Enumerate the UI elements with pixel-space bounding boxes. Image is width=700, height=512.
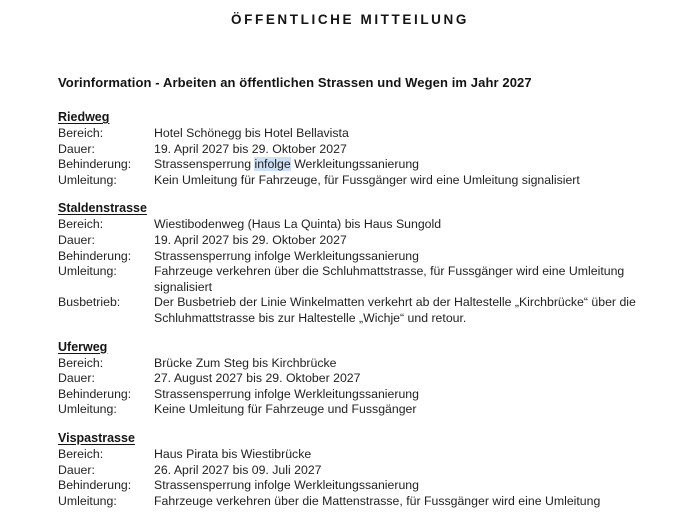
document-subtitle: Vorinformation - Arbeiten an öffentlichen Strassen und Wegen im Jahr 2027: [58, 75, 532, 90]
row-label: Dauer:: [58, 462, 95, 477]
table-row: [58, 295, 660, 326]
row-label: Umleitung:: [58, 493, 117, 508]
row-value: Strassensperrung infolge Werkleitungssanierung: [154, 478, 419, 493]
row-label: Behinderung:: [58, 478, 132, 493]
row-label: Umleitung:: [58, 402, 117, 417]
row-label: Behinderung:: [58, 386, 132, 401]
row-value: Hotel Schönegg bis Hotel Bellavista: [154, 126, 349, 140]
row-value: 19. April 2027 bis 29. Oktober 2027: [154, 232, 347, 247]
row-label: Behinderung:: [58, 157, 132, 172]
table-row: [58, 249, 660, 265]
table-row: [58, 217, 660, 233]
row-value: Wiestibodenweg (Haus La Quinta) bis Haus Sungold: [154, 217, 442, 232]
row-label: Dauer:: [58, 141, 95, 156]
row-value: Strassensperrung infolge Werkleitungssanierung: [154, 248, 419, 263]
row-value: Strassensperrung infolge Werkleitungssanierung: [154, 386, 419, 401]
table-row: [58, 157, 660, 173]
row-value: 19. April 2027 bis 29. Oktober 2027: [154, 141, 347, 156]
row-value-with-selection: [154, 157, 660, 173]
row-value: 26. April 2027 bis 09. Juli 2027: [154, 462, 322, 477]
table-row: [58, 447, 660, 463]
text-after-selection: Werkleitungssanierung: [290, 157, 420, 172]
table-row: [58, 173, 660, 189]
table-row: [58, 463, 660, 479]
row-value: 27. August 2027 bis 29. Oktober 2027: [154, 371, 361, 386]
row-label: Bereich:: [58, 126, 104, 140]
section-uferweg: [58, 338, 660, 418]
document-page: [0, 12, 700, 512]
row-label: Umleitung:: [58, 264, 117, 279]
section-riedweg: [58, 108, 660, 188]
table-row: [58, 494, 660, 510]
row-value: Haus Pirata bis Wiestibrücke: [154, 446, 312, 461]
table-row: [58, 356, 660, 372]
row-label: Bereich:: [58, 217, 104, 232]
row-value: Brücke Zum Steg bis Kirchbrücke: [154, 355, 337, 370]
row-label: Behinderung:: [58, 248, 132, 263]
table-row: [58, 478, 660, 494]
table-row: [58, 233, 660, 249]
row-label: Bereich:: [58, 355, 104, 370]
row-value: Der Busbetrieb der Linie Winkelmatten verkehrt ab der Haltestelle „Kirchbrücke“ über die Schluhmattstrasse bis zur Haltestelle „Wichje“ und retour.: [154, 295, 636, 325]
section-heading: Riedweg: [58, 110, 110, 124]
row-label: Dauer:: [58, 371, 95, 386]
selected-text[interactable]: infolge: [254, 157, 291, 172]
section-heading: Staldenstrasse: [58, 201, 147, 216]
table-row: [58, 126, 660, 142]
section-heading: Vispastrasse: [58, 430, 135, 445]
section-rows: [58, 126, 660, 188]
row-value: Kein Umleitung für Fahrzeuge, für Fussgänger wird eine Umleitung signalisiert: [154, 172, 580, 187]
row-label: Dauer:: [58, 232, 95, 247]
row-label: Bereich:: [58, 446, 104, 461]
row-label: Busbetrieb:: [58, 295, 121, 310]
section-rows: [58, 217, 660, 326]
table-row: [58, 402, 660, 418]
page-title: ÖFFENTLICHE MITTEILUNG: [231, 12, 469, 27]
document-body: [0, 75, 700, 509]
row-label: Umleitung:: [58, 172, 117, 187]
row-value: Keine Umleitung für Fahrzeuge und Fussgänger: [154, 402, 417, 417]
section-rows: [58, 356, 660, 418]
section-vispastrasse: [58, 429, 660, 509]
text-before-selection: Strassensperrung: [154, 157, 255, 172]
table-row: [58, 387, 660, 403]
table-row: [58, 264, 660, 295]
row-value: Fahrzeuge verkehren über die Schluhmattstrasse, für Fussgänger wird eine Umleitung signalisiert: [154, 264, 625, 294]
section-heading: Uferweg: [58, 339, 108, 354]
table-row: [58, 142, 660, 158]
table-row: [58, 371, 660, 387]
row-value: Fahrzeuge verkehren über die Mattenstrasse, für Fussgänger wird eine Umleitung: [154, 493, 601, 508]
section-staldenstrasse: [58, 199, 660, 326]
